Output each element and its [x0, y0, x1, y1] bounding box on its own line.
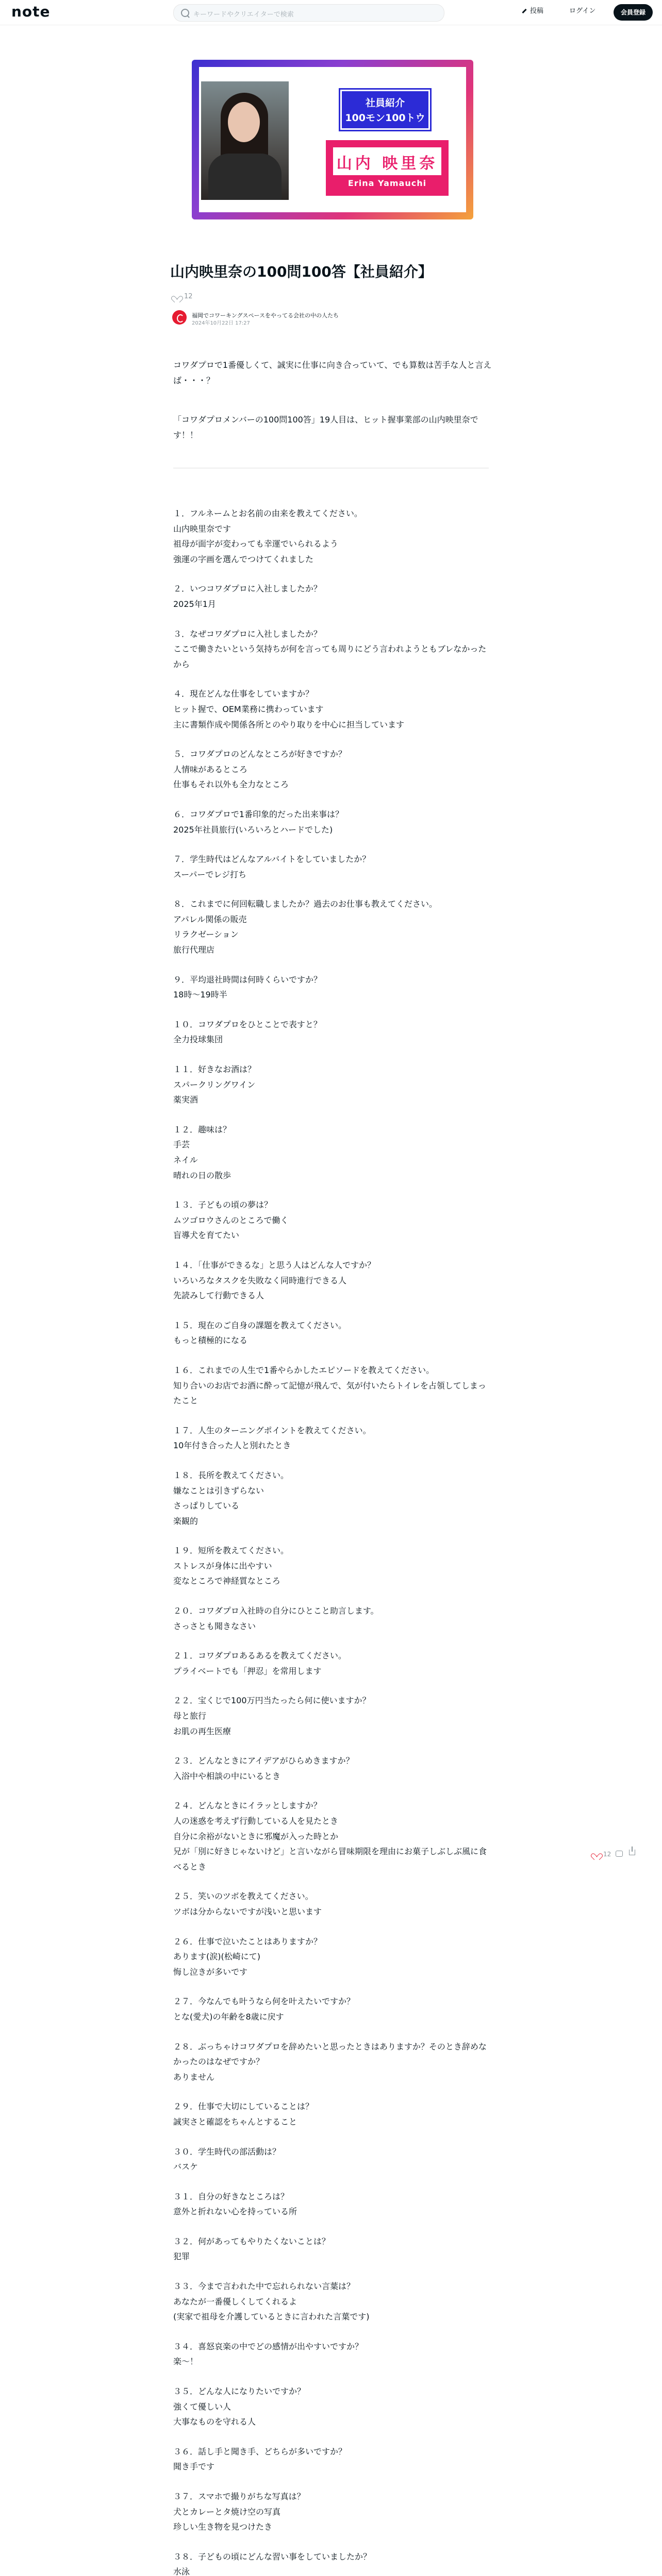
qa-answer: あります(涙)(松崎にて) [173, 1952, 260, 1962]
heart-icon[interactable] [593, 1851, 600, 1858]
qa-item [173, 1468, 493, 1529]
qa-question: ２８．ぶっちゃけコワダプロを辞めたいと思ったときはありますか？そのとき辞めなかったのはなぜですか？ [173, 2041, 487, 2067]
qa-question: ３４．喜怒哀楽の中でどの感情が出やすいですか？ [173, 2341, 363, 2351]
qa-item [173, 852, 493, 882]
portrait-photo [201, 81, 289, 200]
article-title: 山内映里奈の100問100答【社員紹介】 [170, 263, 433, 280]
qa-item [173, 747, 493, 792]
qa-item [173, 2279, 493, 2325]
qa-question: ３６．話し手と聞き手、どちらが多いですか？ [173, 2446, 347, 2456]
qa-item [173, 1889, 493, 1919]
qa-question: １８．長所を教えてください。 [173, 1470, 289, 1480]
qa-question: ２０．コワダプロ入社時の自分にひとこと助言します。 [173, 1606, 379, 1616]
qa-question: ３０．学生時代の部活動は？ [173, 2146, 281, 2157]
qa-item [173, 2039, 493, 2085]
qa-answer: 意外と折れない心を持っている所 [173, 2207, 297, 2217]
qa-question: ８．これまでに何回転職しましたか？過去のお仕事も教えてください。 [173, 899, 438, 909]
name-badge [326, 140, 449, 196]
qa-item [173, 686, 493, 732]
series-badge-line2: 100モン100トウ [345, 112, 425, 124]
qa-answer: 先読みして行動できる人 [173, 1291, 264, 1301]
qa-item [173, 2549, 493, 2576]
qa-item [173, 1258, 493, 1303]
qa-answer: とな(愛犬)の年齢を8歳に戻す [173, 2011, 284, 2022]
note-logo[interactable]: note [11, 3, 51, 20]
qa-answer: 10年付き合った人と別れたとき [173, 1440, 291, 1451]
qa-item [173, 972, 493, 1003]
qa-answer: 強くて優しい人 [173, 2401, 231, 2412]
qa-question: １２．趣味は？ [173, 1124, 231, 1134]
qa-item [173, 1693, 493, 1739]
qa-item [173, 506, 493, 567]
qa-item [173, 2099, 493, 2129]
qa-question: ３７．スマホで撮りがちな写真は？ [173, 2492, 305, 2501]
qa-answer: ストレスが身体に出やすい [173, 1561, 272, 1571]
qa-item [173, 1543, 493, 1589]
qa-item [173, 1318, 493, 1348]
qa-answer: 聞き手です [173, 2462, 215, 2472]
qa-question: ３８．子どもの頃にどんな習い事をしていましたか？ [173, 2551, 372, 2562]
post-button[interactable] [522, 5, 543, 15]
qa-answer: バスケ [173, 2162, 198, 2172]
qa-answer: 主に書類作成や関係各所とのやり取りを中心に担当しています [173, 719, 405, 730]
qa-answer: 人情味があるところ [173, 764, 248, 774]
qa-question: １４．「仕事ができるな」と思う人はどんな人ですか？ [173, 1260, 376, 1270]
qa-answer: 強運の字画を選んでつけてくれました [173, 554, 314, 564]
qa-question: ９．平均退社時間は何時くらいですか？ [173, 974, 322, 985]
qa-list [173, 506, 493, 2576]
qa-answer: 手芸 [173, 1140, 190, 1150]
intro-paragraph-1: コワダプロで1番優しくて、誠実に仕事に向き合っていて、でも算数は苦手な人と言えば・・・？ [173, 360, 492, 385]
qa-answer: 兄が「別に好きじゃないけど」と言いながら冒味期限を理由にお菓子しぶしぶ風に食べるとき [173, 1846, 487, 1872]
qa-item [173, 2234, 493, 2264]
qa-question: ３３．今まで言われた中で忘れられない言葉は？ [173, 2281, 355, 2292]
qa-question: ２１．コワダプロあるあるを教えてください。 [173, 1651, 346, 1661]
qa-item [173, 1197, 493, 1243]
share-icon[interactable] [629, 1850, 635, 1855]
qa-answer: (実家で祖母を介護しているときに言われた言葉です) [173, 2312, 370, 2322]
like-button[interactable] [173, 293, 193, 300]
qa-answer: リラクゼーション [173, 929, 239, 940]
qa-answer: アパレル関係の販売 [173, 914, 247, 924]
search-input[interactable] [173, 4, 444, 22]
site-header [0, 0, 662, 25]
qa-answer: ここで働きたいという気持ちが何を言っても周りにどう言われようともブレなかったから [173, 644, 487, 669]
qa-answer: ヒット握で、OEM業務に携わっています [173, 704, 324, 714]
post-label: 投稿 [530, 7, 544, 15]
qa-question: ２３．どんなときにアイデアがひらめきますか？ [173, 1756, 354, 1766]
author-name[interactable]: 福岡でコワーキングスペースをやってる会社の中の人たち [192, 312, 339, 319]
qa-answer: 珍しい生き物を見つけたき [173, 2522, 273, 2532]
qa-answer: 全力投球集団 [173, 1035, 223, 1045]
qa-answer: 楽〜！ [173, 2357, 198, 2367]
qa-answer: 祖母が面字が変わっても幸運でいられるよう [173, 539, 338, 549]
qa-question: ３１．自分の好きなところは？ [173, 2191, 289, 2201]
qa-question: １０．コワダプロをひとことで表すと？ [173, 1019, 322, 1029]
pen-icon [522, 9, 526, 13]
series-badge-line1: 社員紹介 [365, 97, 405, 109]
side-like-count: 12 [603, 1851, 611, 1858]
portrait-face [228, 102, 260, 142]
qa-question: １６．これまでの人生で1番やらかしたエピソードを教えてください。 [173, 1365, 435, 1375]
qa-answer: 誠実さと確認をちゃんとすること [173, 2116, 297, 2127]
eyecatch-image [192, 60, 473, 219]
name-badge-roman: Erina Yamauchi [347, 178, 427, 188]
qa-question: ７．学生時代はどんなアルバイトをしていましたか？ [173, 854, 371, 865]
qa-item [173, 1423, 493, 1453]
name-badge-name: 山内 映里奈 [336, 155, 438, 173]
qa-item [173, 2144, 493, 2175]
qa-question: ４．現在どんな仕事をしていますか？ [173, 689, 314, 699]
qa-item [173, 2189, 493, 2219]
login-button[interactable]: ログイン [569, 7, 596, 15]
search-icon [181, 9, 189, 17]
qa-answer: ムツゴロウさんのところで働く [173, 1215, 289, 1225]
qa-question: ３２．何があってもやりたくないことは？ [173, 2236, 330, 2246]
signup-button[interactable]: 会員登録 [614, 4, 653, 21]
qa-item [173, 1648, 493, 1679]
qa-question: ２９．仕事で大切にしていることは？ [173, 2102, 314, 2112]
qa-item [173, 1363, 493, 1409]
qa-item [173, 1798, 493, 1874]
qa-answer: プライベートでも「押忍」を常用します [173, 1666, 322, 1676]
qa-answer: 嫌なことは引きずらない [173, 1485, 264, 1496]
qa-answer: さっさとも聞きなさい [173, 1621, 256, 1631]
qa-item [173, 1753, 493, 1784]
qa-question: １３．子どもの頃の夢は？ [173, 1200, 273, 1210]
qa-answer: 水泳 [173, 2567, 190, 2576]
qa-answer: 悔し泣きが多いです [173, 1967, 248, 1977]
qa-answer: 仕事もそれ以外も全力なところ [173, 779, 289, 790]
qa-answer: いろいろなタスクを失敗なく同時進行できる人 [173, 1275, 347, 1285]
qa-answer: 盲導犬を育てたい [173, 1230, 240, 1241]
qa-question: ２２．宝くじで100万円当たったら何に使いますか？ [173, 1696, 371, 1706]
publish-date: 2024年10月22日 17:27 [192, 320, 250, 326]
qa-question: ６．コワダプロで1番印象的だった出来事は？ [173, 809, 344, 819]
qa-answer: 母と旅行 [173, 1711, 207, 1721]
qa-answer: 2025年社員旅行(いろいろとハードでした) [173, 824, 333, 835]
qa-answer: 山内映里奈です [173, 523, 231, 534]
qa-answer: もっと積極的になる [173, 1335, 248, 1346]
qa-question: １９．短所を教えてください。 [173, 1546, 289, 1556]
qa-answer: さっぱりしている [173, 1501, 240, 1511]
qa-question: ２７．今なんでも叶うなら何を叶えたいですか？ [173, 1996, 355, 2007]
qa-question: １７．人生のターニングポイントを教えてください。 [173, 1425, 371, 1435]
qa-answer: スーパーでレジ打ち [173, 869, 247, 879]
qa-question: ２．いつコワダプロに入社しましたか？ [173, 584, 322, 594]
qa-item [173, 1994, 493, 2024]
qa-answer: 入浴中や相談の中にいるとき [173, 1771, 281, 1781]
qa-answer: 大事なものを守れる人 [173, 2417, 256, 2427]
qa-answer: お肌の再生医療 [173, 1726, 231, 1736]
qa-question: ３．なぜコワダプロに入社しましたか？ [173, 629, 322, 639]
qa-item [173, 1122, 493, 1183]
qa-answer: 18時〜19時半 [173, 990, 227, 1000]
avatar[interactable] [172, 310, 187, 325]
qa-question: ５．コワダプロのどんなところが好きですか？ [173, 749, 346, 759]
portrait-body [208, 154, 282, 200]
qa-answer: 2025年1月 [173, 599, 216, 609]
qa-answer: 犬とカレーとタ焼け空の写真 [173, 2506, 281, 2517]
qa-item [173, 1062, 493, 1108]
qa-question: １１．好きなお酒は？ [173, 1064, 256, 1075]
qa-answer: あなたが一番優しくしてくれるよ [173, 2296, 297, 2307]
search-placeholder: キーワードやクリエイターで検索 [193, 11, 294, 19]
qa-item [173, 626, 493, 672]
qa-item [173, 807, 493, 837]
heart-icon [173, 293, 180, 300]
qa-answer: 晴れの日の散歩 [173, 1170, 231, 1180]
name-badge-inner [333, 147, 441, 175]
qa-question: ３５．どんな人になりたいですか？ [173, 2386, 306, 2397]
qa-answer: ありません [173, 2072, 215, 2082]
series-badge [340, 90, 430, 130]
qa-question: ２６．仕事で泣いたことはありますか？ [173, 1936, 322, 1946]
qa-answer: 知り合いのお店でお酒に酔って記憶が飛んで、気が付いたらトイレを占領してしまったこと [173, 1380, 486, 1406]
qa-answer: スパークリングワイン [173, 1079, 256, 1090]
comment-icon[interactable] [616, 1851, 623, 1857]
qa-answer: 人の迷惑を考えず行動している人を見たとき [173, 1816, 339, 1826]
qa-item [173, 896, 493, 957]
qa-question: １．フルネームとお名前の由来を教えてください。 [173, 509, 362, 518]
qa-answer: 犯罪 [173, 2251, 190, 2262]
qa-answer: 楽観的 [173, 1516, 198, 1526]
qa-answer: ネイル [173, 1155, 198, 1165]
qa-answer: ツボは分からないですが浅いと思います [173, 1906, 322, 1917]
like-count: 12 [184, 293, 193, 300]
qa-answer: 旅行代理店 [173, 945, 215, 955]
qa-question: １５．現在のご自身の課題を教えてください。 [173, 1320, 347, 1330]
qa-item [173, 1934, 493, 1980]
qa-item [173, 1017, 493, 1047]
qa-item [173, 2384, 493, 2430]
qa-item [173, 2444, 493, 2475]
qa-item [173, 2339, 493, 2369]
qa-answer: 自分に余裕がないときに邪魔が入った時とか [173, 1831, 339, 1841]
qa-item [173, 581, 493, 612]
intro-paragraph-2: 「コワダプロメンバーの100問100答」19人目は、ヒット握事業部の山内映里奈です！！ [173, 415, 478, 440]
qa-item [173, 2489, 493, 2535]
eyecatch-inner [199, 67, 466, 212]
qa-question: ２４．どんなときにイラッとしますか？ [173, 1801, 322, 1811]
qa-question: ２５．笑いのツボを教えてください。 [173, 1891, 313, 1902]
qa-item [173, 1603, 493, 1634]
qa-answer: 変なところで神経質なところ [173, 1576, 280, 1586]
qa-answer: 薬実酒 [173, 1095, 198, 1105]
